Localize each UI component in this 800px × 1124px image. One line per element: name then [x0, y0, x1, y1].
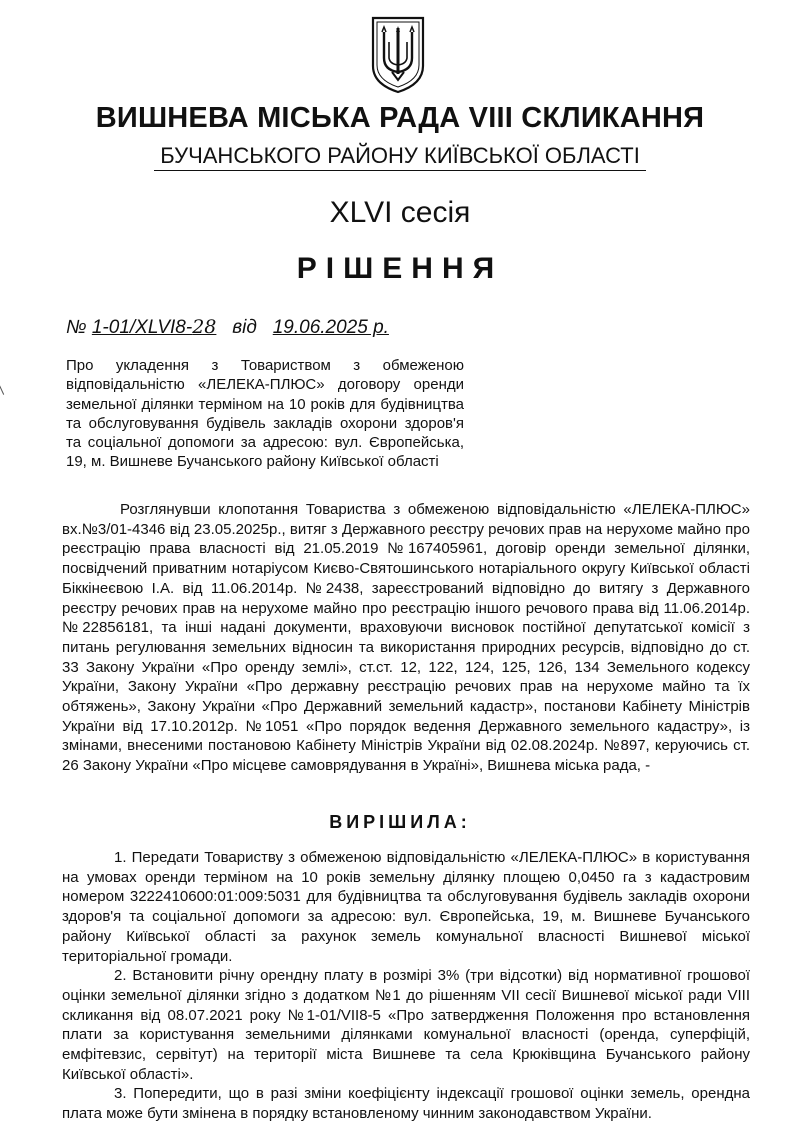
decision-items: [62, 848, 750, 1124]
document-number-printed: 1-01/XLVI8-: [91, 317, 193, 338]
document-number-line: [66, 316, 389, 339]
decision-item-1: 1. Передати Товариству з обмеженою відповідальністю «ЛЕЛЕКА-ПЛЮС» в користування на умовах оренди терміном на 10 років земельну ділянку площею 0,0450 га з кадастровим номером 3222410600:01:009:5031 для будівництва та обслуговування будівель закладів охорони здоров'я та соціальної допомоги за адресою: вул. Європейська, 19, м. Вишневе Бучанського району Київської області за рахунок земель комунальної власності Вишневої міської територіальної громади.: [62, 849, 750, 965]
margin-mark: [0, 379, 10, 395]
decision-item-3: 3. Попередити, що в разі зміни коефіцієнту індексації грошової оцінки земель, орендна плата може бути змінена в порядку встановленому чинним законодавством України.: [62, 1085, 750, 1123]
date-prefix: від: [232, 317, 257, 338]
organization-title: ВИШНЕВА МІСЬКА РАДА VIII СКЛИКАННЯ: [95, 102, 705, 134]
document-date: 19.06.2025 р.: [272, 317, 389, 338]
session-title: XLVI сесія: [329, 196, 471, 229]
decision-item-2: 2. Встановити річну орендну плату в розмірі 3% (три відсотки) від нормативної грошової оцінки земельної ділянки згідно з додатком №1 до рішенням VII сесії Вишневої міської ради VIII скликання від 08.07.2021 року №1-01/VII8-5 «Про затвердження Положення про встановлення плати за користування земельними ділянками комунальної власності (оренда, суперфіцій, емфітевзис, сервітут) на території міста Вишневе та села Крюківщина Бучанського району Київської області».: [62, 967, 750, 1083]
decided-heading: ВИРІШИЛА:: [329, 812, 471, 832]
document-type: РІШЕННЯ: [296, 252, 504, 285]
preamble-block: [62, 500, 750, 776]
number-sign: №: [66, 317, 87, 338]
decision-subject: Про укладення з Товариством з обмеженою відповідальністю «ЛЕЛЕКА-ПЛЮС» договору оренди земельної ділянки терміном на 10 років для будівництва та обслуговування будівель закладів охорони здоров'я та соціальної допомоги за адресою: вул. Європейська, 19, м. Вишневе Бучанського району Київської області: [66, 357, 464, 471]
subtitle-underline: [154, 170, 646, 171]
coat-of-arms-icon: [369, 14, 427, 94]
organization-subtitle: БУЧАНСЬКОГО РАЙОНУ КИЇВСЬКОЇ ОБЛАСТІ: [160, 143, 640, 168]
document-number: [92, 317, 217, 338]
preamble-paragraph: Розглянувши клопотання Товариства з обмеженою відповідальністю «ЛЕЛЕКА-ПЛЮС» вх.№3/01-4346 від 23.05.2025р., витяг з Державного реєстру речових прав на нерухоме майно про реєстрацію права власності від 21.05.2019 №167405961, договір оренди земельної ділянки, посвідчений приватним нотаріусом Києво-Святошинського нотаріального округу Київської області Біккінеєвою І.А. від 11.06.2014р. №2438, зареєстрований відповідно до витягу з Державного реєстру речових прав на нерухоме майно про реєстрацію іншого речового права від 11.06.2014р. №22856181, та інші надані документи, враховуючи висновок постійної депутатської комісії з питань регулювання земельних відносин та використання природних ресурсів, відповідно до ст. 33 Закону України «Про оренду землі», ст.ст. 12, 122, 124, 125, 126, 134 Земельного кодексу України, Закону України «Про державну реєстрацію речових прав на нерухоме майно та їх обтяжень», Закону України «Про Державний земельний кадастр», постанови Кабінету Міністрів України від 17.10.2012р. №1051 «Про порядок ведення Державного земельного кадастру», із змінами, внесеними постановою Кабінету Міністрів України від 02.08.2024р. №897, керуючись ст. 26 Закону України «Про місцеве самоврядування в Україні», Вишнева міська рада, -: [62, 501, 750, 775]
document-number-handwritten: 28: [192, 316, 217, 338]
